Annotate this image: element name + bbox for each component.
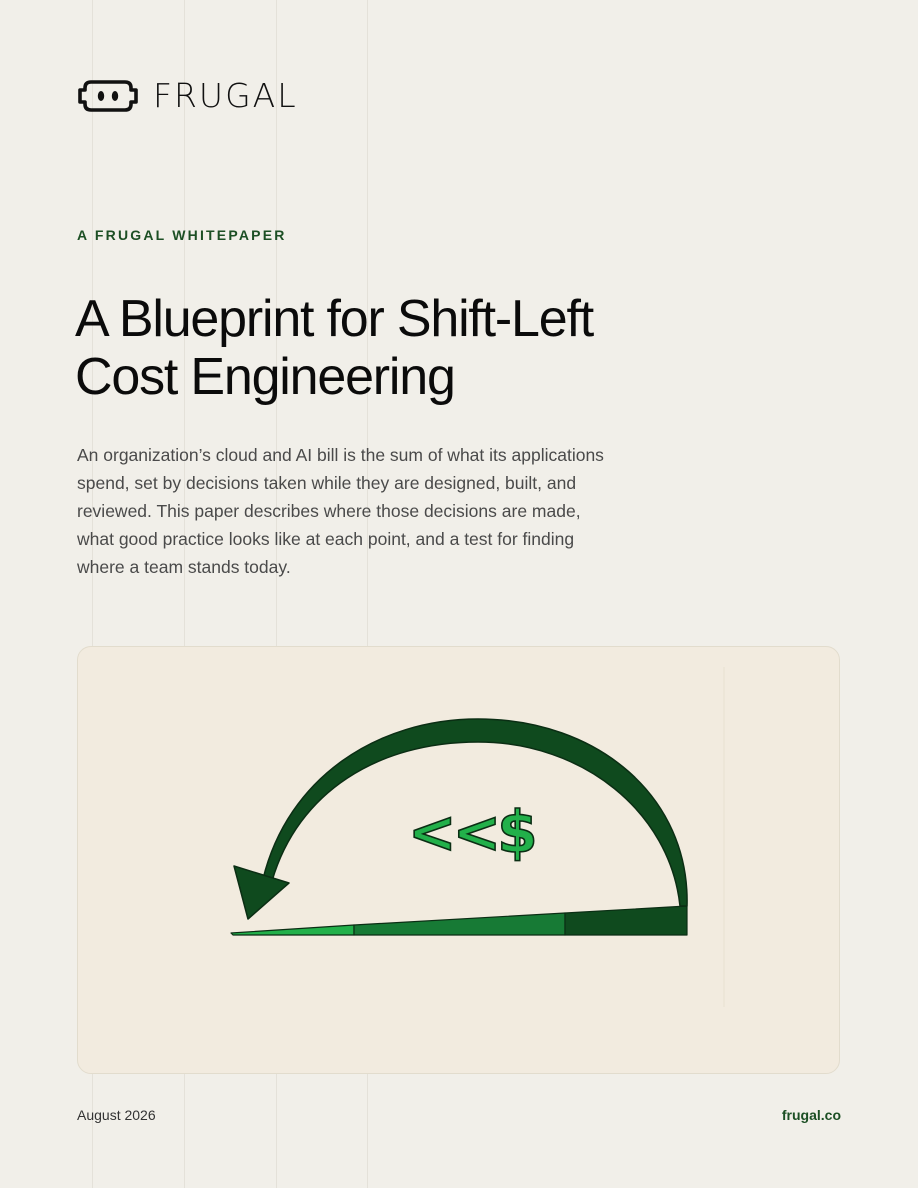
shift-left-dollar-glyph: <<$ (408, 798, 534, 866)
title-line: A Blueprint for Shift-Left (75, 290, 593, 348)
lede-paragraph: An organization’s cloud and AI bill is the sum of what its applications spend, set by decisions taken while they are designed, built, and reviewed. This paper describes where those decisions are made, what good practice looks like at each point, and a test for finding where a team stands today. (77, 445, 604, 577)
hero-illustration (77, 646, 840, 1074)
shift-left-arrow-icon (78, 647, 840, 1074)
brand-name: FRUGAL (153, 75, 298, 115)
brand-logo[interactable] (77, 76, 298, 114)
page-title (75, 290, 775, 406)
robot-face-icon (77, 76, 139, 114)
title-line: Cost Engineering (75, 348, 455, 406)
eyebrow-label: A FRUGAL WHITEPAPER (77, 227, 287, 243)
publication-date: August 2026 (77, 1107, 156, 1123)
site-link[interactable]: frugal.co (781, 1107, 841, 1123)
